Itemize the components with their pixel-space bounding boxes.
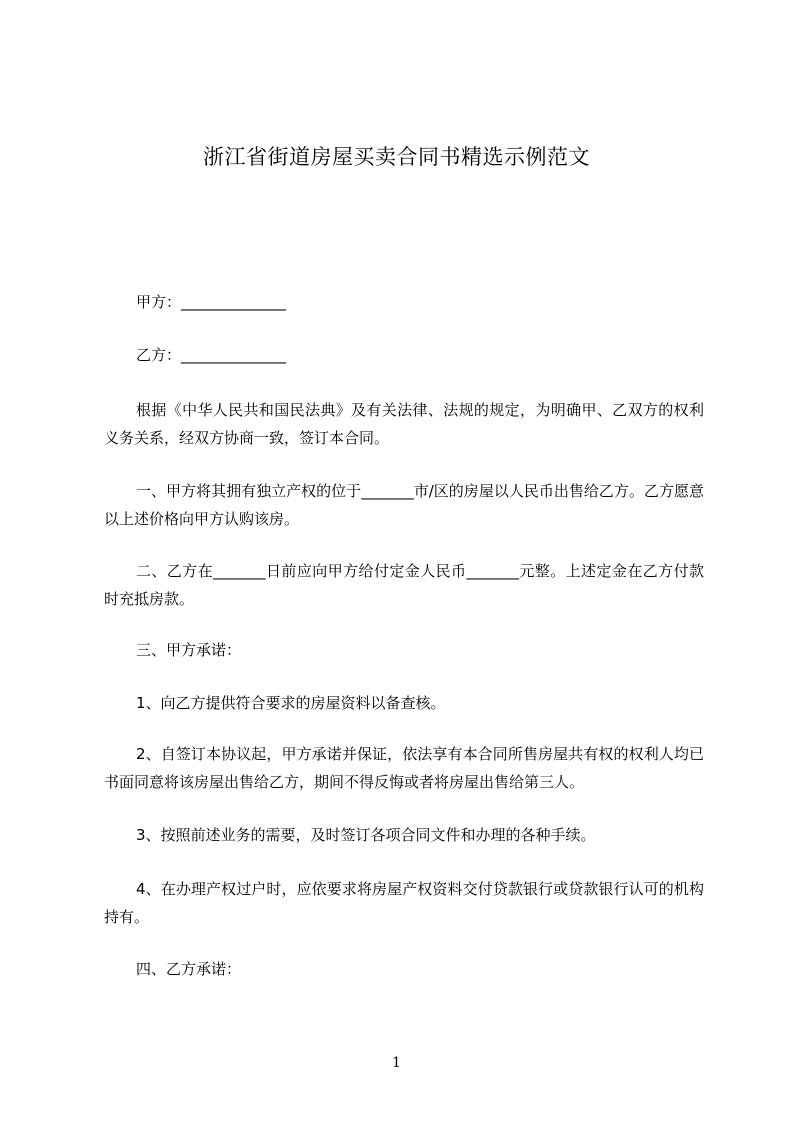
clause-3-item-3: 3、按照前述业务的需要，及时签订各项合同文件和办理的各种手续。 (136, 826, 596, 844)
clause-4-heading: 四、乙方承诺： (136, 960, 242, 978)
preamble-paragraph: 根据《中华人民共和国民法典》及有关法律、法规的规定，为明确甲、乙双方的权利义务关系，经双方协商一致，签订本合同。 (104, 401, 704, 447)
page-number: 1 (392, 1055, 401, 1071)
clause-3-item-1: 1、向乙方提供符合要求的房屋资料以备查核。 (136, 694, 446, 712)
clause-3-item-4: 4、在办理产权过户时，应依要求将房屋产权资料交付贷款银行或贷款银行认可的机构持有。 (104, 880, 704, 926)
clause-3-item-2: 2、自签订本协议起，甲方承诺并保证，依法享有本合同所售房屋共有权的权利人均已书面同意将该房屋出售给乙方，期间不得反悔或者将房屋出售给第三人。 (104, 745, 704, 791)
party-a-line: 甲方：______________ (136, 293, 287, 311)
document-title: 浙江省街道房屋买卖合同书精选示例范文 (203, 145, 590, 169)
clause-2-paragraph: 二、乙方在_______日前应向甲方给付定金人民币_______元整。上述定金在乙方付款时充抵房款。 (104, 562, 704, 608)
party-b-line: 乙方：______________ (136, 346, 287, 364)
clause-1-paragraph: 一、甲方将其拥有独立产权的位于_______市/区的房屋以人民币出售给乙方。乙方愿意以上述价格向甲方认购该房。 (104, 482, 704, 528)
clause-3-heading: 三、甲方承诺： (136, 641, 242, 659)
